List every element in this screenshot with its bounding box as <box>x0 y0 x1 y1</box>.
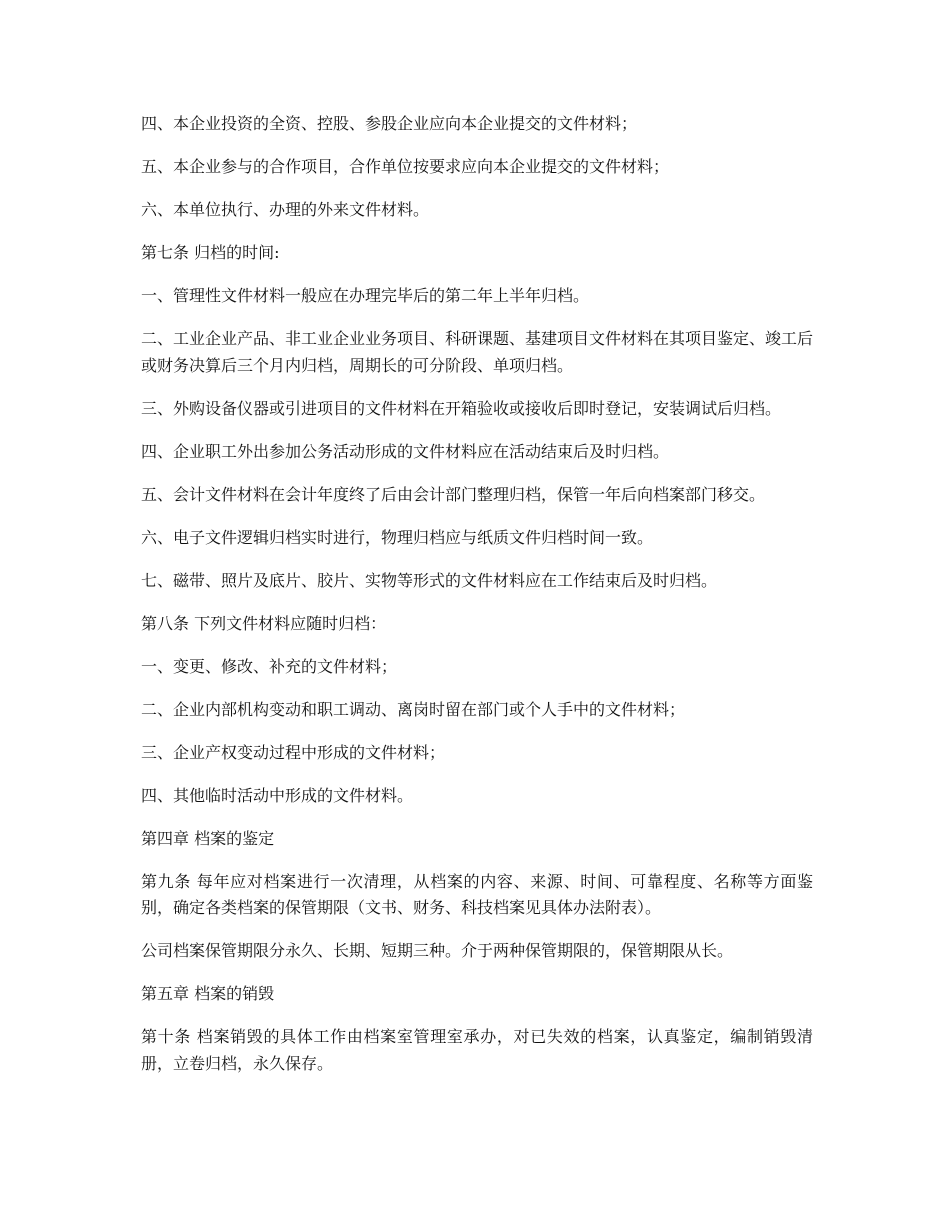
paragraph-item-5-cooperation: 五、本企业参与的合作项目，合作单位按要求应向本企业提交的文件材料； <box>141 157 670 176</box>
paragraph-archive-time-4: 四、企业职工外出参加公务活动形成的文件材料应在活动结束后及时归档。 <box>141 441 670 461</box>
paragraph-archive-time-7: 七、磁带、照片及底片、胶片、实物等形式的文件材料应在工作结束后及时归档。 <box>141 570 718 590</box>
paragraph-archive-time-5: 五、会计文件材料在会计年度终了后由会计部门整理归档，保管一年后向档案部门移交。 <box>141 484 766 504</box>
paragraph-archive-time-3: 三、外购设备仪器或引进项目的文件材料在开箱验收或接收后即时登记，安装调试后归档。 <box>141 398 782 418</box>
paragraph-archive-time-2: 二、工业企业产品、非工业企业业务项目、科研课题、基建项目文件材料在其项目鉴定、竣工后或财务决算后三个月内归档，周期长的可分阶段、单项归档。 <box>141 329 814 375</box>
paragraph-immediate-1: 一、变更、修改、补充的文件材料； <box>141 656 398 676</box>
paragraph-archive-time-1: 一、管理性文件材料一般应在办理完毕后的第二年上半年归档。 <box>141 286 590 305</box>
paragraph-item-4-investment: 四、本企业投资的全资、控股、参股企业应向本企业提交的文件材料； <box>141 114 638 133</box>
article-8-heading: 第八条 下列文件材料应随时归档： <box>141 613 387 633</box>
document-body <box>141 111 813 1094</box>
paragraph-archive-time-6: 六、电子文件逻辑归档实时进行，物理归档应与纸质文件归档时间一致。 <box>141 527 654 547</box>
retention-period-paragraph: 公司档案保管期限分永久、长期、短期三种。介于两种保管期限的，保管期限从长。 <box>141 941 734 960</box>
article-7-heading: 第七条 归档的时间: <box>141 243 280 262</box>
paragraph-immediate-4: 四、其他临时活动中形成的文件材料。 <box>141 785 414 805</box>
paragraph-item-6-external: 六、本单位执行、办理的外来文件材料。 <box>141 200 430 219</box>
article-10-paragraph: 第十条 档案销毁的具体工作由档案室管理室承办，对已失效的档案，认真鉴定，编制销毁清册，立卷归档，永久保存。 <box>141 1027 813 1073</box>
chapter-5-heading: 第五章 档案的销毁 <box>141 984 275 1003</box>
paragraph-immediate-3: 三、企业产权变动过程中形成的文件材料； <box>141 742 446 762</box>
chapter-4-heading: 第四章 档案的鉴定 <box>141 828 275 848</box>
article-9-paragraph: 第九条 每年应对档案进行一次清理，从档案的内容、来源、时间、可靠程度、名称等方面鉴别，确定各类档案的保管期限（文书、财务、科技档案见具体办法附表）。 <box>141 871 813 917</box>
paragraph-immediate-2: 二、企业内部机构变动和职工调动、离岗时留在部门或个人手中的文件材料； <box>141 699 686 719</box>
